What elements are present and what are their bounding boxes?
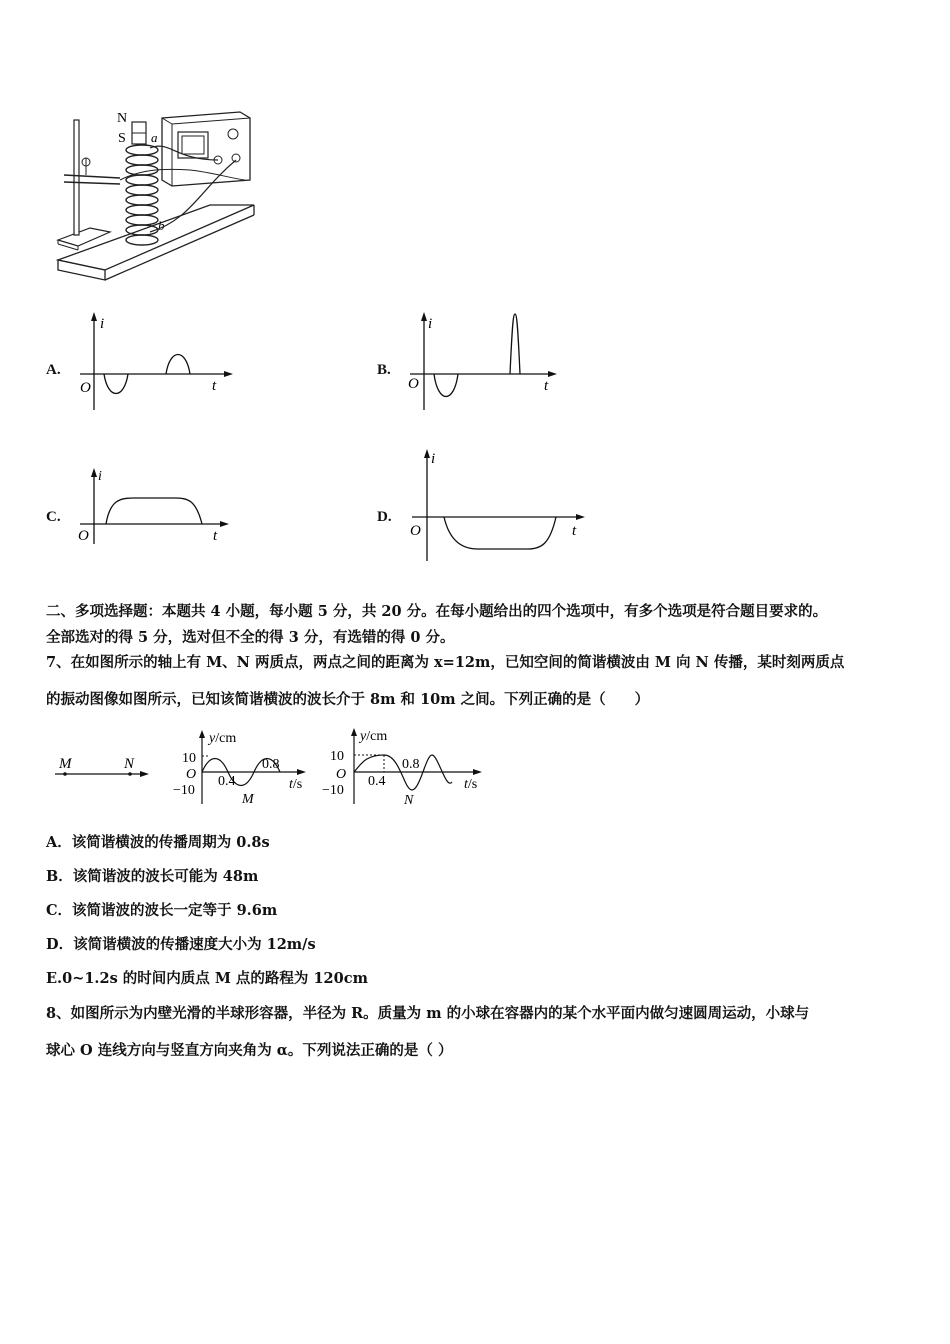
option-d-graph <box>400 445 600 565</box>
graph-m-point-label: M <box>242 792 254 807</box>
option-c-origin: O <box>78 528 89 544</box>
option-b-graph <box>400 310 570 415</box>
option-b-origin: O <box>408 376 419 392</box>
graph-n-x-label: t/s <box>464 777 478 792</box>
question-8-stem-line2: 球心 O 连线方向与竖直方向夹角为 α。下列说法正确的是（ ） <box>46 1042 453 1059</box>
axis-point-n-label: N <box>124 756 135 772</box>
axis-point-m-label: M <box>59 756 72 772</box>
graph-n-origin: O <box>336 767 347 782</box>
option-d-letter: D. <box>377 509 392 525</box>
question-7-option-c: C．该简谐波的波长一定等于 9.6m <box>46 902 278 919</box>
coil-terminal-b-label: b <box>158 218 165 233</box>
option-a-origin: O <box>80 380 91 396</box>
option-d-x-label: t <box>572 523 577 539</box>
graph-n-y-min: −10 <box>322 783 344 798</box>
section-2-instructions-line1: 二、多项选择题：本题共 4 小题，每小题 5 分，共 20 分。在每小题给出的四个选项中，有多个选项是符合题目要求的。 <box>46 603 828 620</box>
graph-m-x-label: t/s <box>289 777 303 792</box>
option-b-letter: B. <box>377 362 391 378</box>
option-c-y-label: i <box>98 469 102 484</box>
graph-n-y-max: 10 <box>330 749 344 764</box>
option-d-origin: O <box>410 523 421 539</box>
vibration-graph-n <box>318 724 488 814</box>
coil-terminal-a-label: a <box>151 130 158 145</box>
option-a-x-label: t <box>212 378 217 394</box>
option-a-letter: A. <box>46 362 61 378</box>
apparatus-figure <box>50 100 260 290</box>
option-c-x-label: t <box>213 528 218 544</box>
graph-m-y-label: y/cm <box>209 731 237 746</box>
option-c-graph <box>70 462 240 552</box>
option-a-y-label: i <box>100 316 105 332</box>
graph-n-y-label: y/cm <box>360 729 388 744</box>
option-b-x-label: t <box>544 378 549 394</box>
graph-m-y-max: 10 <box>182 751 196 766</box>
option-d-y-label: i <box>431 451 436 467</box>
question-7-stem-line1: 7、在如图所示的轴上有 M、N 两质点，两点之间的距离为 x=12m，已知空间的简谐横波由 M 向 N 传播，某时刻两质点 <box>46 654 845 671</box>
magnet-north-label: N <box>117 111 128 126</box>
question-7-option-b: B．该简谐波的波长可能为 48m <box>46 868 259 885</box>
mn-axis-figure <box>50 752 155 792</box>
graph-n-point-label: N <box>404 793 414 808</box>
question-7-option-a: A．该简谐横波的传播周期为 0.8s <box>46 834 270 851</box>
graph-m-t1: 0.4 <box>218 774 236 789</box>
graph-m-y-min: −10 <box>173 783 195 798</box>
graph-n-t1: 0.4 <box>368 774 386 789</box>
graph-m-t2: 0.8 <box>262 757 280 772</box>
question-7-option-d: D．该简谐横波的传播速度大小为 12m/s <box>46 936 316 953</box>
graph-n-t2: 0.8 <box>402 757 420 772</box>
magnet-south-label: S <box>118 131 126 146</box>
option-b-y-label: i <box>428 316 433 332</box>
question-7-option-e: E.0~1.2s 的时间内质点 M 点的路程为 120cm <box>46 970 368 987</box>
graph-m-origin: O <box>186 767 197 782</box>
section-2-instructions-line2: 全部选对的得 5 分，选对但不全的得 3 分，有选错的得 0 分。 <box>46 629 455 646</box>
question-8-stem-line1: 8、如图所示为内壁光滑的半球形容器，半径为 R。质量为 m 的小球在容器内的某个水平面内做匀速圆周运动，小球与 <box>46 1005 810 1022</box>
question-7-stem-line2: 的振动图像如图所示，已知该简谐横波的波长介于 8m 和 10m 之间。下列正确的是（ ） <box>46 691 650 708</box>
vibration-graph-m <box>168 724 313 814</box>
option-a-graph <box>70 310 240 415</box>
option-c-letter: C. <box>46 509 61 525</box>
